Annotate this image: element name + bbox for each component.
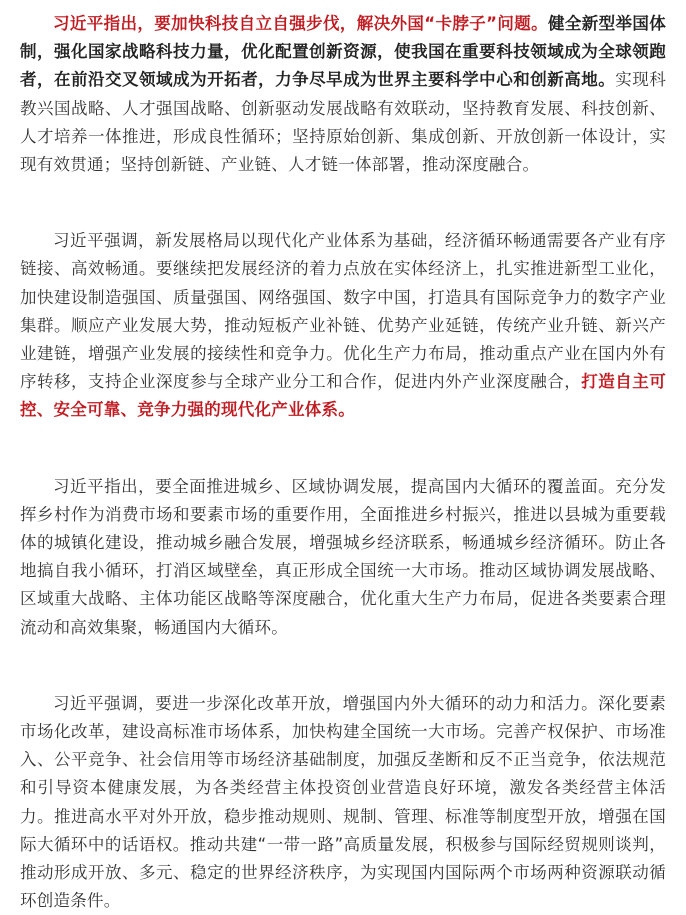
paragraph-industrial-system (20, 227, 666, 424)
paragraph-gap (20, 642, 666, 690)
paragraph-text: 习近平强调，新发展格局以现代化产业体系为基础，经济循环畅通需要各产业有序链接、高效畅通。要继续把发展经济的着力点放在实体经济上，扎实推进新型工业化，加快建设制造强国、质量强国、网络强国、数字中国，打造具有国际竞争力的数字产业集群。顺应产业发展大势，推动短板产业补链、优势产业延链，传统产业升链、新兴产业建链，增强产业发展的接续性和竞争力。优化生产力布局，推动重点产业在国内外有序转移，支持企业深度参与全球产业分工和合作，促进内外产业深度融合， (20, 231, 666, 392)
highlight-bold-text: 健全新型举国体制，强化国家战略科技力量，优化配置创新资源，使我国在重要科技领域成为全球领跑者，在前沿交叉领域成为开拓者，力争尽早成为世界主要科学中心和创新高地。 (20, 14, 666, 90)
paragraph-gap (20, 425, 666, 473)
paragraph-tech-self-reliance (20, 10, 666, 179)
paragraph-text: 习近平强调，要进一步深化改革开放，增强国内外大循环的动力和活力。深化要素市场化改革，建设高标准市场体系，加快构建全国统一大市场。完善产权保护、市场准入、公平竞争、社会信用等市场经济基础制度，加强反垄断和反不正当竞争，依法规范和引导资本健康发展，为各类经营主体投资创业营造良好环境，激发各类经营主体活力。推进高水平对外开放，稳步推动规则、规制、管理、标准等制度型开放，增强在国际大循环中的话语权。推动共建“一带一路”高质量发展，积极参与国际经贸规则谈判，推动形成开放、多元、稳定的世界经济秩序，为实现国内国际两个市场两种资源联动循环创造条件。 (20, 693, 666, 911)
paragraph-gap (20, 179, 666, 227)
highlight-red-tail: 打造自主可控、安全可靠、竞争力强的现代化产业体系。 (20, 372, 667, 420)
paragraph-text: 实现科教兴国战略、人才强国战略、创新驱动发展战略有效联动，坚持教育发展、科技创新、人才培养一体推进，形成良性循环；坚持原始创新、集成创新、开放创新一体设计，实现有效贯通；坚持创新链、产业链、人才链一体部署，推动深度融合。 (20, 70, 667, 175)
paragraph-reform-opening (20, 690, 666, 915)
paragraph-text: 习近平指出，要全面推进城乡、区域协调发展，提高国内大循环的覆盖面。充分发挥乡村作为消费市场和要素市场的重要作用，全面推进乡村振兴，推进以县城为重要载体的城镇化建设，推动城乡融合发展，增强城乡经济联系，畅通城乡经济循环。防止各地搞自我小循环，打消区域壁垒，真正形成全国统一大市场。推动区域协调发展战略、区域重大战略、主体功能区战略等深度融合，优化重大生产力布局，促进各类要素合理流动和高效集聚，畅通国内大循环。 (20, 476, 666, 637)
highlight-red-lead: 习近平指出，要加快科技自立自强步伐，解决外国“卡脖子”问题。 (53, 14, 548, 33)
paragraph-urban-rural (20, 473, 666, 642)
